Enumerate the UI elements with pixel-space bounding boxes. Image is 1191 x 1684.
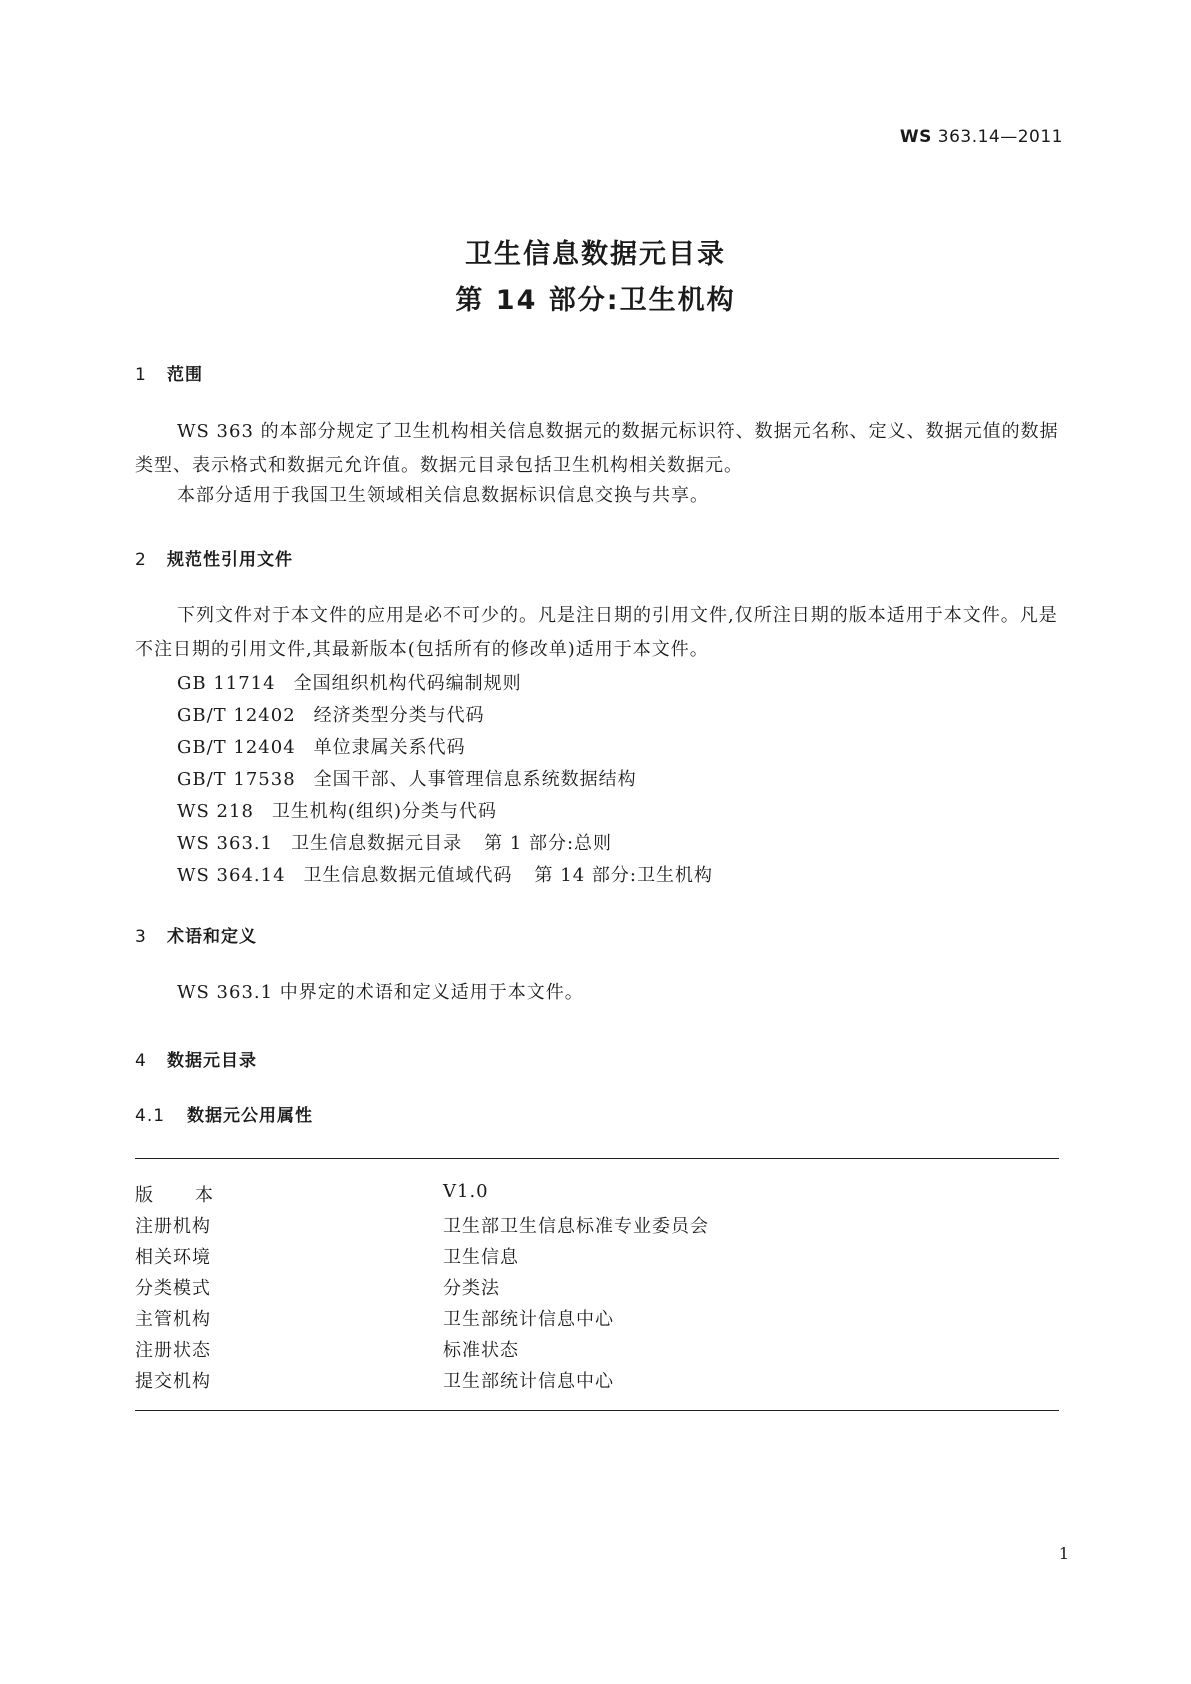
attribute-key: 注册状态 <box>135 1340 211 1361</box>
reference-title: 经济类型分类与代码 <box>313 705 485 726</box>
attribute-value: 卫生信息 <box>443 1247 519 1268</box>
reference-item <box>177 765 637 791</box>
section-title: 数据元目录 <box>167 1051 257 1071</box>
reference-title: 单位隶属关系代码 <box>313 737 466 758</box>
attribute-value: 卫生部卫生信息标准专业委员会 <box>443 1216 709 1237</box>
attribute-key: 主管机构 <box>135 1309 211 1330</box>
scope-paragraph-2: 本部分适用于我国卫生领域相关信息数据标识信息交换与共享。 <box>177 485 709 506</box>
section-title: 数据元公用属性 <box>187 1106 313 1126</box>
reference-title: 卫生信息数据元目录 <box>291 833 463 854</box>
subsection-heading-common-attributes <box>135 1101 313 1126</box>
attribute-value: 分类法 <box>443 1278 500 1299</box>
scope-paragraph-1: WS 363 的本部分规定了卫生机构相关信息数据元的数据元标识符、数据元名称、定义、数据元值的数据类型、表示格式和数据元允许值。数据元目录包括卫生机构相关数据元。 <box>135 421 1059 476</box>
reference-code: GB 11714 <box>177 673 276 694</box>
section-number: 4.1 <box>135 1106 166 1126</box>
section-heading-normative-references <box>135 545 293 570</box>
page-number: 1 <box>1058 1544 1069 1563</box>
section-heading-terms <box>135 922 257 947</box>
reference-code: WS 364.14 <box>177 865 286 886</box>
reference-part: 第 1 部分:总则 <box>484 833 613 854</box>
section-heading-catalog <box>135 1046 257 1071</box>
terms-paragraph: WS 363.1 中界定的术语和定义适用于本文件。 <box>177 982 584 1003</box>
attribute-value: 标准状态 <box>443 1340 519 1361</box>
attribute-key: 相关环境 <box>135 1247 211 1268</box>
section-title: 术语和定义 <box>167 927 257 947</box>
attribute-key: 分类模式 <box>135 1278 211 1299</box>
attribute-key: 注册机构 <box>135 1216 211 1237</box>
section-number: 3 <box>135 927 147 947</box>
document-subtitle: 第 14 部分:卫生机构 <box>455 285 736 316</box>
attribute-value: V1.0 <box>443 1181 489 1202</box>
reference-code: GB/T 12402 <box>177 705 296 726</box>
section-title: 范围 <box>167 365 203 385</box>
attribute-value: 卫生部统计信息中心 <box>443 1309 614 1330</box>
standard-number: 363.14—2011 <box>937 127 1063 147</box>
attribute-value: 卫生部统计信息中心 <box>443 1371 614 1392</box>
reference-item <box>177 669 522 695</box>
reference-part: 第 14 部分:卫生机构 <box>534 865 713 886</box>
reference-item <box>177 701 485 727</box>
reference-item <box>177 733 466 759</box>
references-intro-paragraph: 下列文件对于本文件的应用是必不可少的。凡是注日期的引用文件,仅所注日期的版本适用于本文件。凡是不注日期的引用文件,其最新版本(包括所有的修改单)适用于本文件。 <box>135 605 1058 660</box>
standard-code <box>900 127 1063 147</box>
reference-code: GB/T 12404 <box>177 737 296 758</box>
section-heading-scope <box>135 360 203 385</box>
table-bottom-rule <box>135 1410 1059 1411</box>
section-number: 4 <box>135 1051 147 1071</box>
document-title: 卫生信息数据元目录 <box>465 239 726 270</box>
section-title: 规范性引用文件 <box>167 550 293 570</box>
reference-title: 卫生机构(组织)分类与代码 <box>271 801 497 822</box>
reference-code: WS 218 <box>177 801 254 822</box>
reference-title: 卫生信息数据元值域代码 <box>303 865 513 886</box>
table-top-rule <box>135 1158 1059 1159</box>
reference-title: 全国组织机构代码编制规则 <box>293 673 522 694</box>
reference-item <box>177 829 612 855</box>
attribute-key: 提交机构 <box>135 1371 211 1392</box>
reference-title: 全国干部、人事管理信息系统数据结构 <box>313 769 637 790</box>
section-number: 1 <box>135 365 147 385</box>
reference-code: WS 363.1 <box>177 833 274 854</box>
reference-code: GB/T 17538 <box>177 769 296 790</box>
reference-item <box>177 797 497 823</box>
section-number: 2 <box>135 550 147 570</box>
attribute-key: 版本 <box>135 1185 255 1206</box>
standard-prefix: WS <box>899 127 932 147</box>
reference-item <box>177 861 713 887</box>
